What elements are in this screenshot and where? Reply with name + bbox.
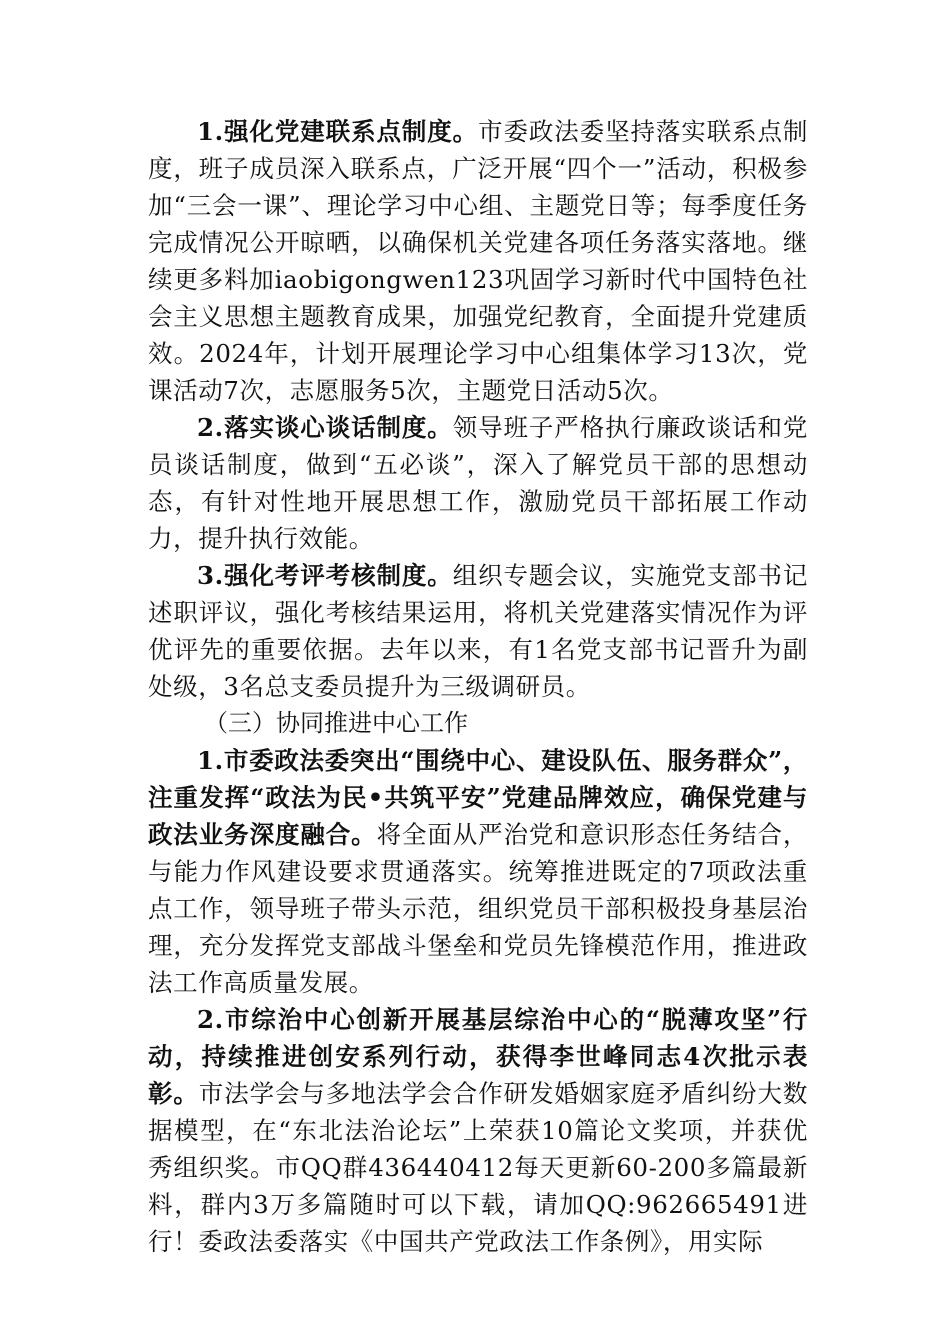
paragraph-2-lead: 2.落实谈心谈话制度。 xyxy=(197,413,453,442)
paragraph-1-lead: 1.强化党建联系点制度。 xyxy=(197,117,479,146)
paragraph-3 xyxy=(148,557,808,705)
paragraph-2-body: 领导班子严格执行廉政谈话和党员谈话制度，做到“五必谈”，深入了解党员干部的思想动态，有针对性地开展思想工作，激励党员干部拓展工作动力，提升执行效能。 xyxy=(148,413,808,553)
paragraph-3-body: 组织专题会议，实施党支部书记述职评议，强化考核结果运用，将机关党建落实情况作为评优评先的重要依据。去年以来，有1名党支部书记晋升为副处级，3名总支委员提升为三级调研员。 xyxy=(148,561,808,701)
paragraph-5 xyxy=(148,1001,808,1260)
paragraph-5-lead: 2.市综治中心创新开展基层综治中心的“脱薄攻坚”行动，持续推进创安系列行动，获得李世峰同志4次批示表彰。 xyxy=(148,1005,808,1108)
paragraph-4 xyxy=(148,742,808,1001)
paragraph-2 xyxy=(148,409,808,557)
paragraph-4-lead: 1.市委政法委突出“围绕中心、建设队伍、服务群众”，注重发挥“政法为民•共筑平安”党建品牌效应，确保党建与政法业务深度融合。 xyxy=(148,746,808,849)
paragraph-1-body: 市委政法委坚持落实联系点制度，班子成员深入联系点，广泛开展“四个一”活动，积极参加“三会一课”、理论学习中心组、主题党日等；每季度任务完成情况公开晾晒，以确保机关党建各项任务落实落地。继续更多料加iaobigongwen123巩固学习新时代中国特色社会主义思想主题教育成果，加强党纪教育，全面提升党建质效。2024年，计划开展理论学习中心组集体学习13次，党课活动7次，志愿服务5次，主题党日活动5次。 xyxy=(148,117,808,405)
section-heading: （三）协同推进中心工作 xyxy=(204,709,468,737)
document-body xyxy=(148,113,808,1260)
paragraph-1 xyxy=(148,113,808,409)
paragraph-4-body: 将全面从严治党和意识形态任务结合，与能力作风建设要求贯通落实。统筹推进既定的7项政法重点工作，领导班子带头示范，组织党员干部积极投身基层治理，充分发挥党支部战斗堡垒和党员先锋模范作用，推进政法工作高质量发展。 xyxy=(148,820,808,997)
paragraph-3-lead: 3.强化考评考核制度。 xyxy=(197,561,453,590)
paragraph-5-body: 市法学会与多地法学会合作研发婚姻家庭矛盾纠纷大数据模型，在“东北法治论坛”上荣获10篇论文奖项，并获优秀组织奖。市QQ群436440412每天更新60-200多篇最新料，群内3万多篇随时可以下载，请加QQ:962665491进行！委政法委落实《中国共产党政法工作条例》，用实际 xyxy=(148,1079,808,1256)
